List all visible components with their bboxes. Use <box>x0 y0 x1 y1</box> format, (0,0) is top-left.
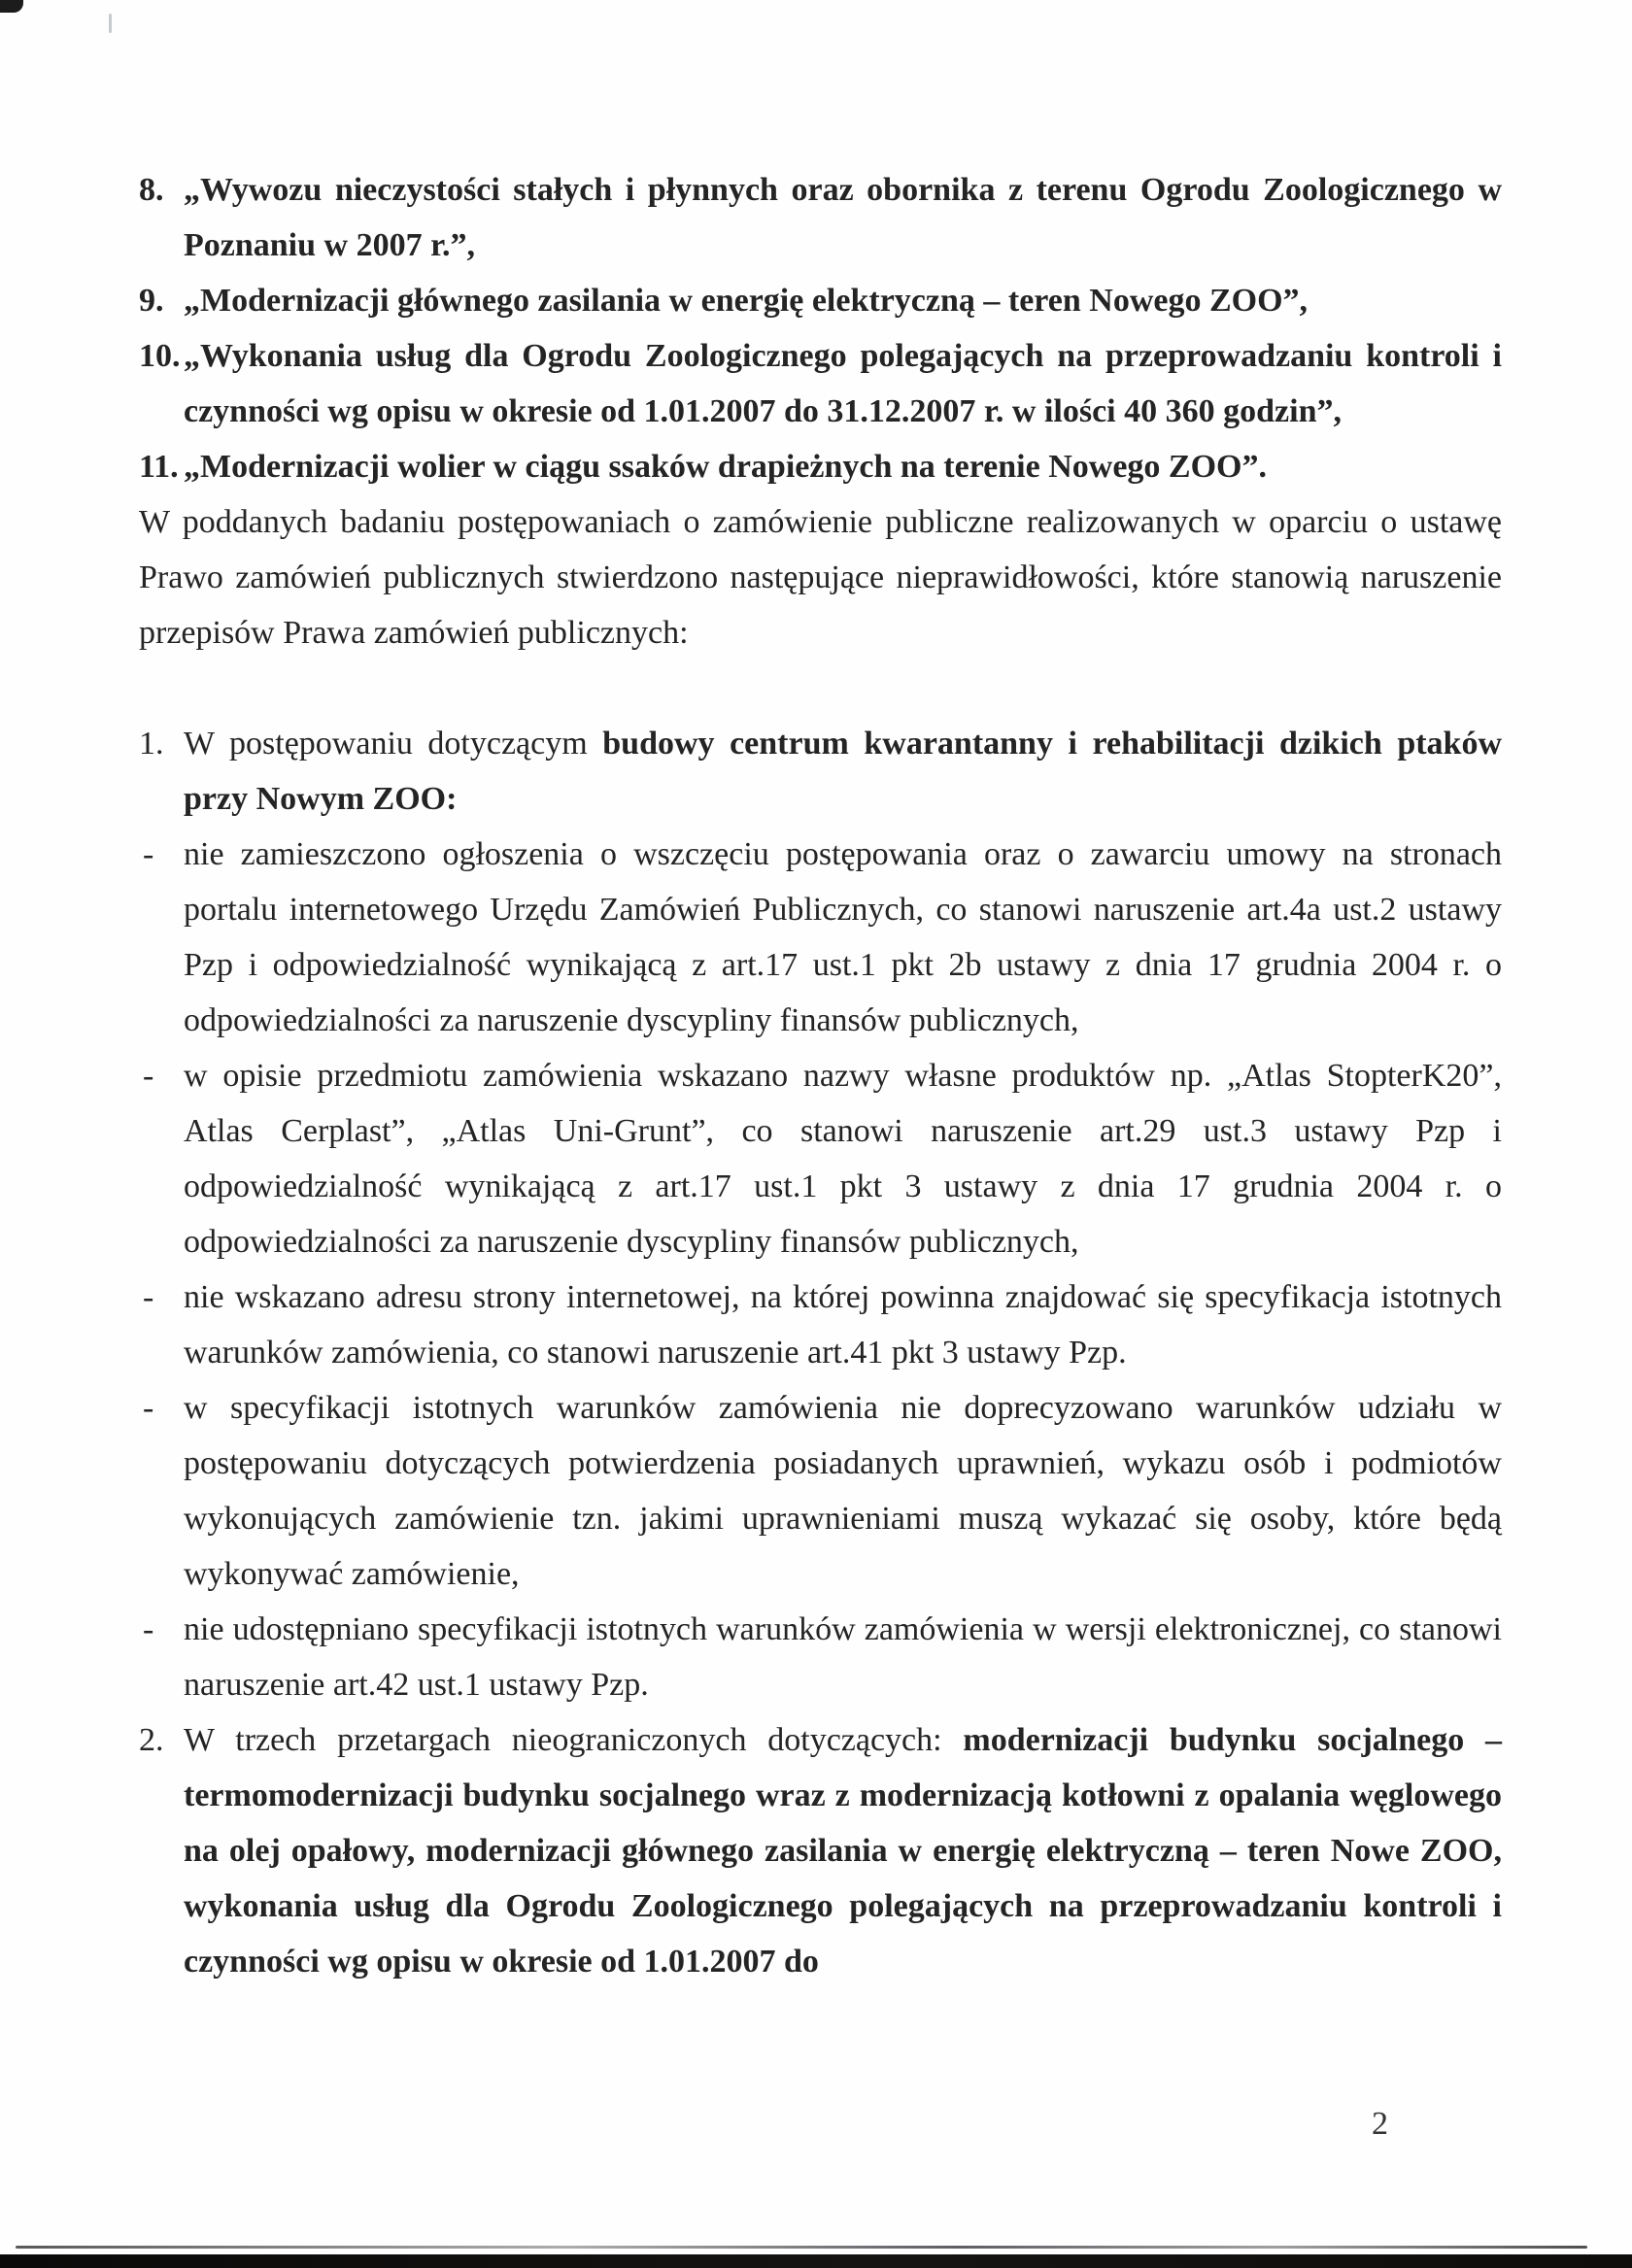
intro-paragraph: W poddanych badaniu postępowaniach o zamówienie publiczne realizowanych w oparciu o ustawę Prawo zamówień publicznych stwierdzono następujące nieprawidłowości, które stanowią naruszenie przepisów Prawa zamówień publicznych: <box>139 504 1502 651</box>
scan-corner-artifact <box>0 0 23 13</box>
violation-text: w specyfikacji istotnych warunków zamówienia nie doprecyzowano warunków udziału w postępowaniu dotyczących potwierdzenia posiadanych uprawnień, wykazu osób i podmiotów wykonujących zamówienie tzn. jakimi uprawnieniami muszą wykazać się osoby, które będą wykonywać zamówienie, <box>184 1390 1502 1592</box>
finding-item <box>139 716 1502 827</box>
finding-item <box>139 1712 1502 1989</box>
dash-marker: - <box>143 836 154 872</box>
list-item <box>139 162 1502 273</box>
violation-text: w opisie przedmiotu zamówienia wskazano nazwy własne produktów np. „Atlas StopterK20”, Atlas Cerplast”, „Atlas Uni-Grunt”, co stanowi naruszenie art.29 ust.3 ustawy Pzp i odpowiedzialność wynikającą z art.17 ust.1 pkt 3 ustawy z dnia 17 grudnia 2004 r. o odpowiedzialności za naruszenie dyscypliny finansów publicznych, <box>184 1058 1502 1260</box>
list-item <box>139 328 1502 439</box>
finding-number: 2. <box>139 1722 164 1758</box>
list-item-text: „Modernizacji wolier w ciągu ssaków drapieżnych na terenie Nowego ZOO”. <box>184 449 1267 485</box>
violation-item <box>139 1048 1502 1269</box>
violation-item <box>139 1269 1502 1380</box>
violation-item <box>139 827 1502 1048</box>
scan-bottom-bar-artifact <box>0 2254 1632 2268</box>
list-item-text: „Modernizacji głównego zasilania w energię elektryczną – teren Nowego ZOO”, <box>184 283 1309 319</box>
finding-lead-text: W postępowaniu dotyczącym <box>184 726 603 762</box>
dash-marker: - <box>143 1279 154 1315</box>
violation-item <box>139 1602 1502 1712</box>
dash-marker: - <box>143 1390 154 1426</box>
finding-bold-text: modernizacji budynku socjalnego – termomodernizacji budynku socjalnego wraz z modernizacją kotłowni z opalania węglowego na olej opałowy, modernizacji głównego zasilania w energię elektryczną – teren Nowe ZOO, wykonania usług dla Ogrodu Zoologicznego polegających na przeprowadzaniu kontroli i czynności wg opisu w okresie od 1.01.2007 do <box>184 1722 1503 1980</box>
list-item <box>139 273 1502 328</box>
finding-lead-text: W trzech przetargach nieograniczonych dotyczących: <box>184 1722 964 1758</box>
list-item-text: „Wywozu nieczystości stałych i płynnych oraz obornika z terenu Ogrodu Zoologicznego w Poznaniu w 2007 r.”, <box>184 172 1502 263</box>
scan-bottom-line-artifact <box>16 2246 1587 2249</box>
list-item-text: „Wykonania usług dla Ogrodu Zoologicznego polegających na przeprowadzaniu kontroli i czynności wg opisu w okresie od 1.01.2007 do 31.12.2007 r. w ilości 40 360 godzin”, <box>184 338 1502 429</box>
dash-marker: - <box>143 1058 154 1094</box>
finding-number: 1. <box>139 726 164 762</box>
violation-text: nie udostępniano specyfikacji istotnych warunków zamówienia w wersji elektronicznej, co stanowi naruszenie art.42 ust.1 ustawy Pzp. <box>184 1611 1502 1703</box>
dash-marker: - <box>143 1611 154 1647</box>
violation-item <box>139 1380 1502 1602</box>
document-content <box>139 162 1502 1989</box>
finding-bold-text: budowy centrum kwarantanny i rehabilitacji dzikich ptaków przy Nowym ZOO: <box>184 726 1503 817</box>
scan-speckle-artifact <box>109 14 112 33</box>
list-item-number: 9. <box>139 283 164 319</box>
violation-text: nie wskazano adresu strony internetowej, na której powinna znajdować się specyfikacja istotnych warunków zamówienia, co stanowi naruszenie art.41 pkt 3 ustawy Pzp. <box>184 1279 1502 1371</box>
page-number: 2 <box>1372 2106 1388 2142</box>
list-item-number: 8. <box>139 172 164 208</box>
violation-text: nie zamieszczono ogłoszenia o wszczęciu postępowania oraz o zawarciu umowy na stronach portalu internetowego Urzędu Zamówień Publicznych, co stanowi naruszenie art.4a ust.2 ustawy Pzp i odpowiedzialność wynikającą z art.17 ust.1 pkt 2b ustawy z dnia 17 grudnia 2004 r. o odpowiedzialności za naruszenie dyscypliny finansów publicznych, <box>184 836 1502 1038</box>
list-item-number: 10. <box>139 338 181 374</box>
list-item-number: 11. <box>139 449 179 485</box>
list-item <box>139 439 1502 494</box>
